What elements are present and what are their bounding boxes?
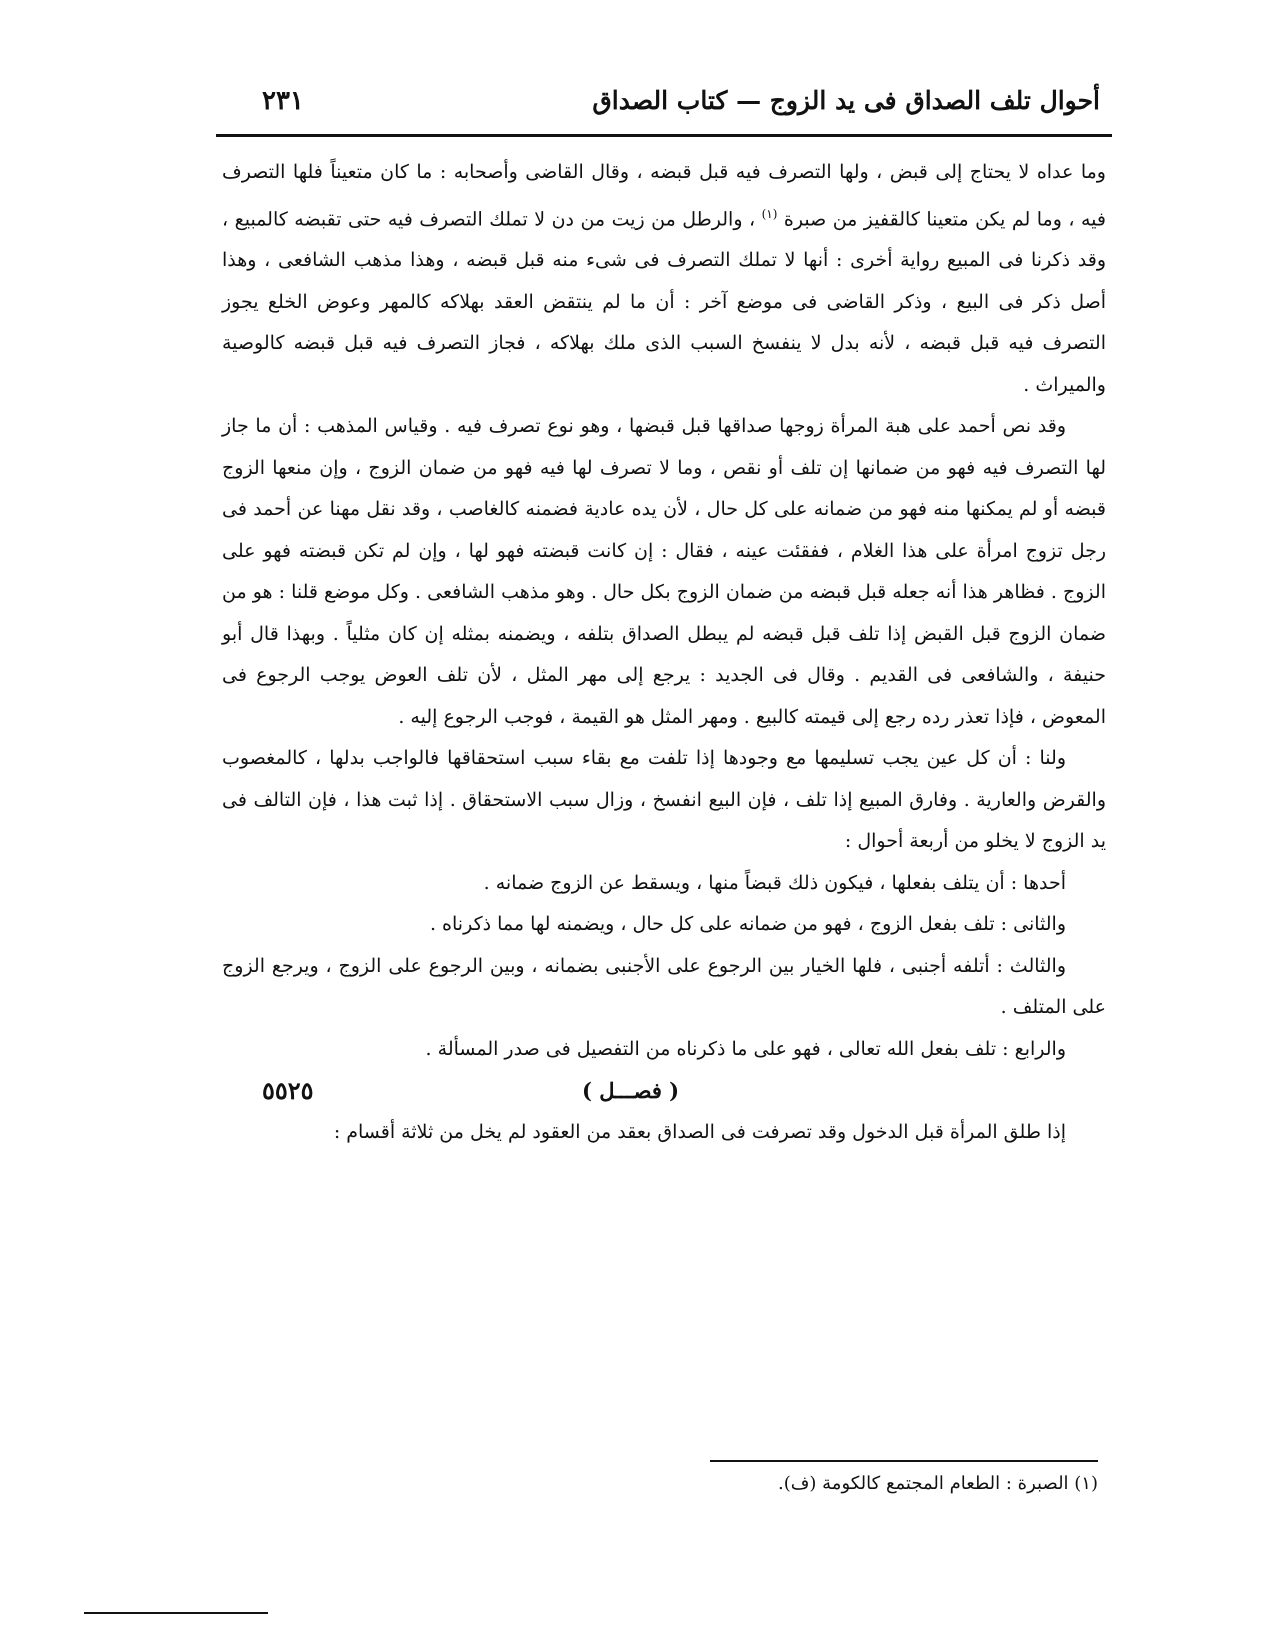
running-title: أحوال تلف الصداق فى يد الزوج — كتاب الصداق: [592, 86, 1100, 115]
paragraph-case-3: والثالث : أتلفه أجنبى ، فلها الخيار بين الرجوع على الأجنبى بضمانه ، وبين الرجوع على الزوج ، ويرجع الزوج على المتلف .: [222, 954, 1106, 1019]
scan-mark-rule: [84, 1612, 268, 1614]
paragraph-case-1: أحدها : أن يتلف بفعلها ، فيكون ذلك قبضاً منها ، ويسقط عن الزوج ضمانه .: [483, 871, 1066, 894]
paragraph-case-4: والرابع : تلف بفعل الله تعالى ، فهو على ما ذكرناه من التفصيل فى صدر المسألة .: [425, 1037, 1066, 1060]
section-title: ( فصـــل ): [582, 1078, 680, 1104]
footnote-rule: [710, 1460, 1098, 1462]
paragraph-1-continuation: ، والرطل من زيت من دن لا تملك التصرف فيه حتى تقبضه كالمبيع ، وقد ذكرنا فى المبيع رواية أخرى : أنها لا تملك التصرف فى شىء منه قبل قبضه ، وهذا مذهب الشافعى ، وهذا أصل ذكر فى البيع ، وذكر القاضى فى موضع آخر : أن ما لم ينتقض العقد بهلاكه كالمهر وعوض الخلع يجوز التصرف فيه قبل قبضه ، لأنه بدل لا ينفسخ السبب الذى ملك بهلاكه ، فجاز التصرف فيه قبل قبضه كالوصية والميراث .: [222, 207, 1106, 396]
paragraph-1-text: وما عداه لا يحتاج إلى قبض ، ولها التصرف فيه قبل قبضه ، وقال القاضى وأصحابه : ما كان متعيناً فلها التصرف فيه ، وما لم يكن متعينا كالقفيز من صبرة: [222, 161, 1106, 230]
section-paragraph: إذا طلق المرأة قبل الدخول وقد تصرفت فى الصداق بعقد من العقود لم يخل من ثلاثة أقسام :: [333, 1121, 1066, 1144]
paragraph-1: [222, 152, 1106, 406]
footnote: (١) الصبرة : الطعام المجتمع كالكومة (ف).: [778, 1473, 1098, 1494]
page-header: [222, 82, 1106, 132]
header-rule: [216, 134, 1112, 137]
paragraph-case-2: والثانى : تلف بفعل الزوج ، فهو من ضمانه على كل حال ، ويضمنه لها مما ذكرناه .: [429, 913, 1066, 936]
paragraph-2: وقد نص أحمد على هبة المرأة زوجها صداقها قبل قبضها ، وهو نوع تصرف فيه . وقياس المذهب : أن ما جاز لها التصرف فيه فهو من ضمانها إن تلف أو نقص ، وما لا تصرف لها فيه فهو من ضمان الزوج ، وإن منعها الزوج قبضه أو لم يمكنها منه فهو من ضمانه على كل حال ، لأن يده عادية فضمنه كالغاصب ، وقد نقل مهنا عن أحمد فى رجل تزوج امرأة على هذا الغلام ، ففقئت عينه ، فقال : إن كانت قبضته فهو لها ، وإن لم تكن قبضته فهو على الزوج . فظاهر هذا أنه جعله قبل قبضه من ضمان الزوج بكل حال . وهو مذهب الشافعى . وكل موضع قلنا : هو من ضمان الزوج قبل القبض إذا تلف قبل قبضه لم يبطل الصداق بتلفه ، ويضمنه بمثله إن كان مثلياً . وبهذا قال أبو حنيفة ، والشافعى فى القديم . وقال فى الجديد : يرجع إلى مهر المثل ، لأن تلف العوض يوجب الرجوع فى المعوض ، فإذا تعذر رده رجع إلى قيمته كالبيع . ومهر المثل هو القيمة ، فوجب الرجوع إليه .: [222, 415, 1106, 728]
page-number: ٢٣١: [262, 86, 304, 116]
section-number: ٥٥٢٥: [262, 1076, 314, 1106]
footnote-marker: (١): [761, 206, 778, 221]
paragraph-3: ولنا : أن كل عين يجب تسليمها مع وجودها إذا تلفت مع بقاء سبب استحقاقها فالواجب بدلها ، كالمغصوب والقرض والعارية . وفارق المبيع إذا تلف ، فإن البيع انفسخ ، وزال سبب الاستحقاق . إذا ثبت هذا ، فإن التالف فى يد الزوج لا يخلو من أربعة أحوال :: [222, 747, 1106, 853]
main-text: [222, 152, 1106, 1154]
section-heading: [222, 1070, 1106, 1112]
